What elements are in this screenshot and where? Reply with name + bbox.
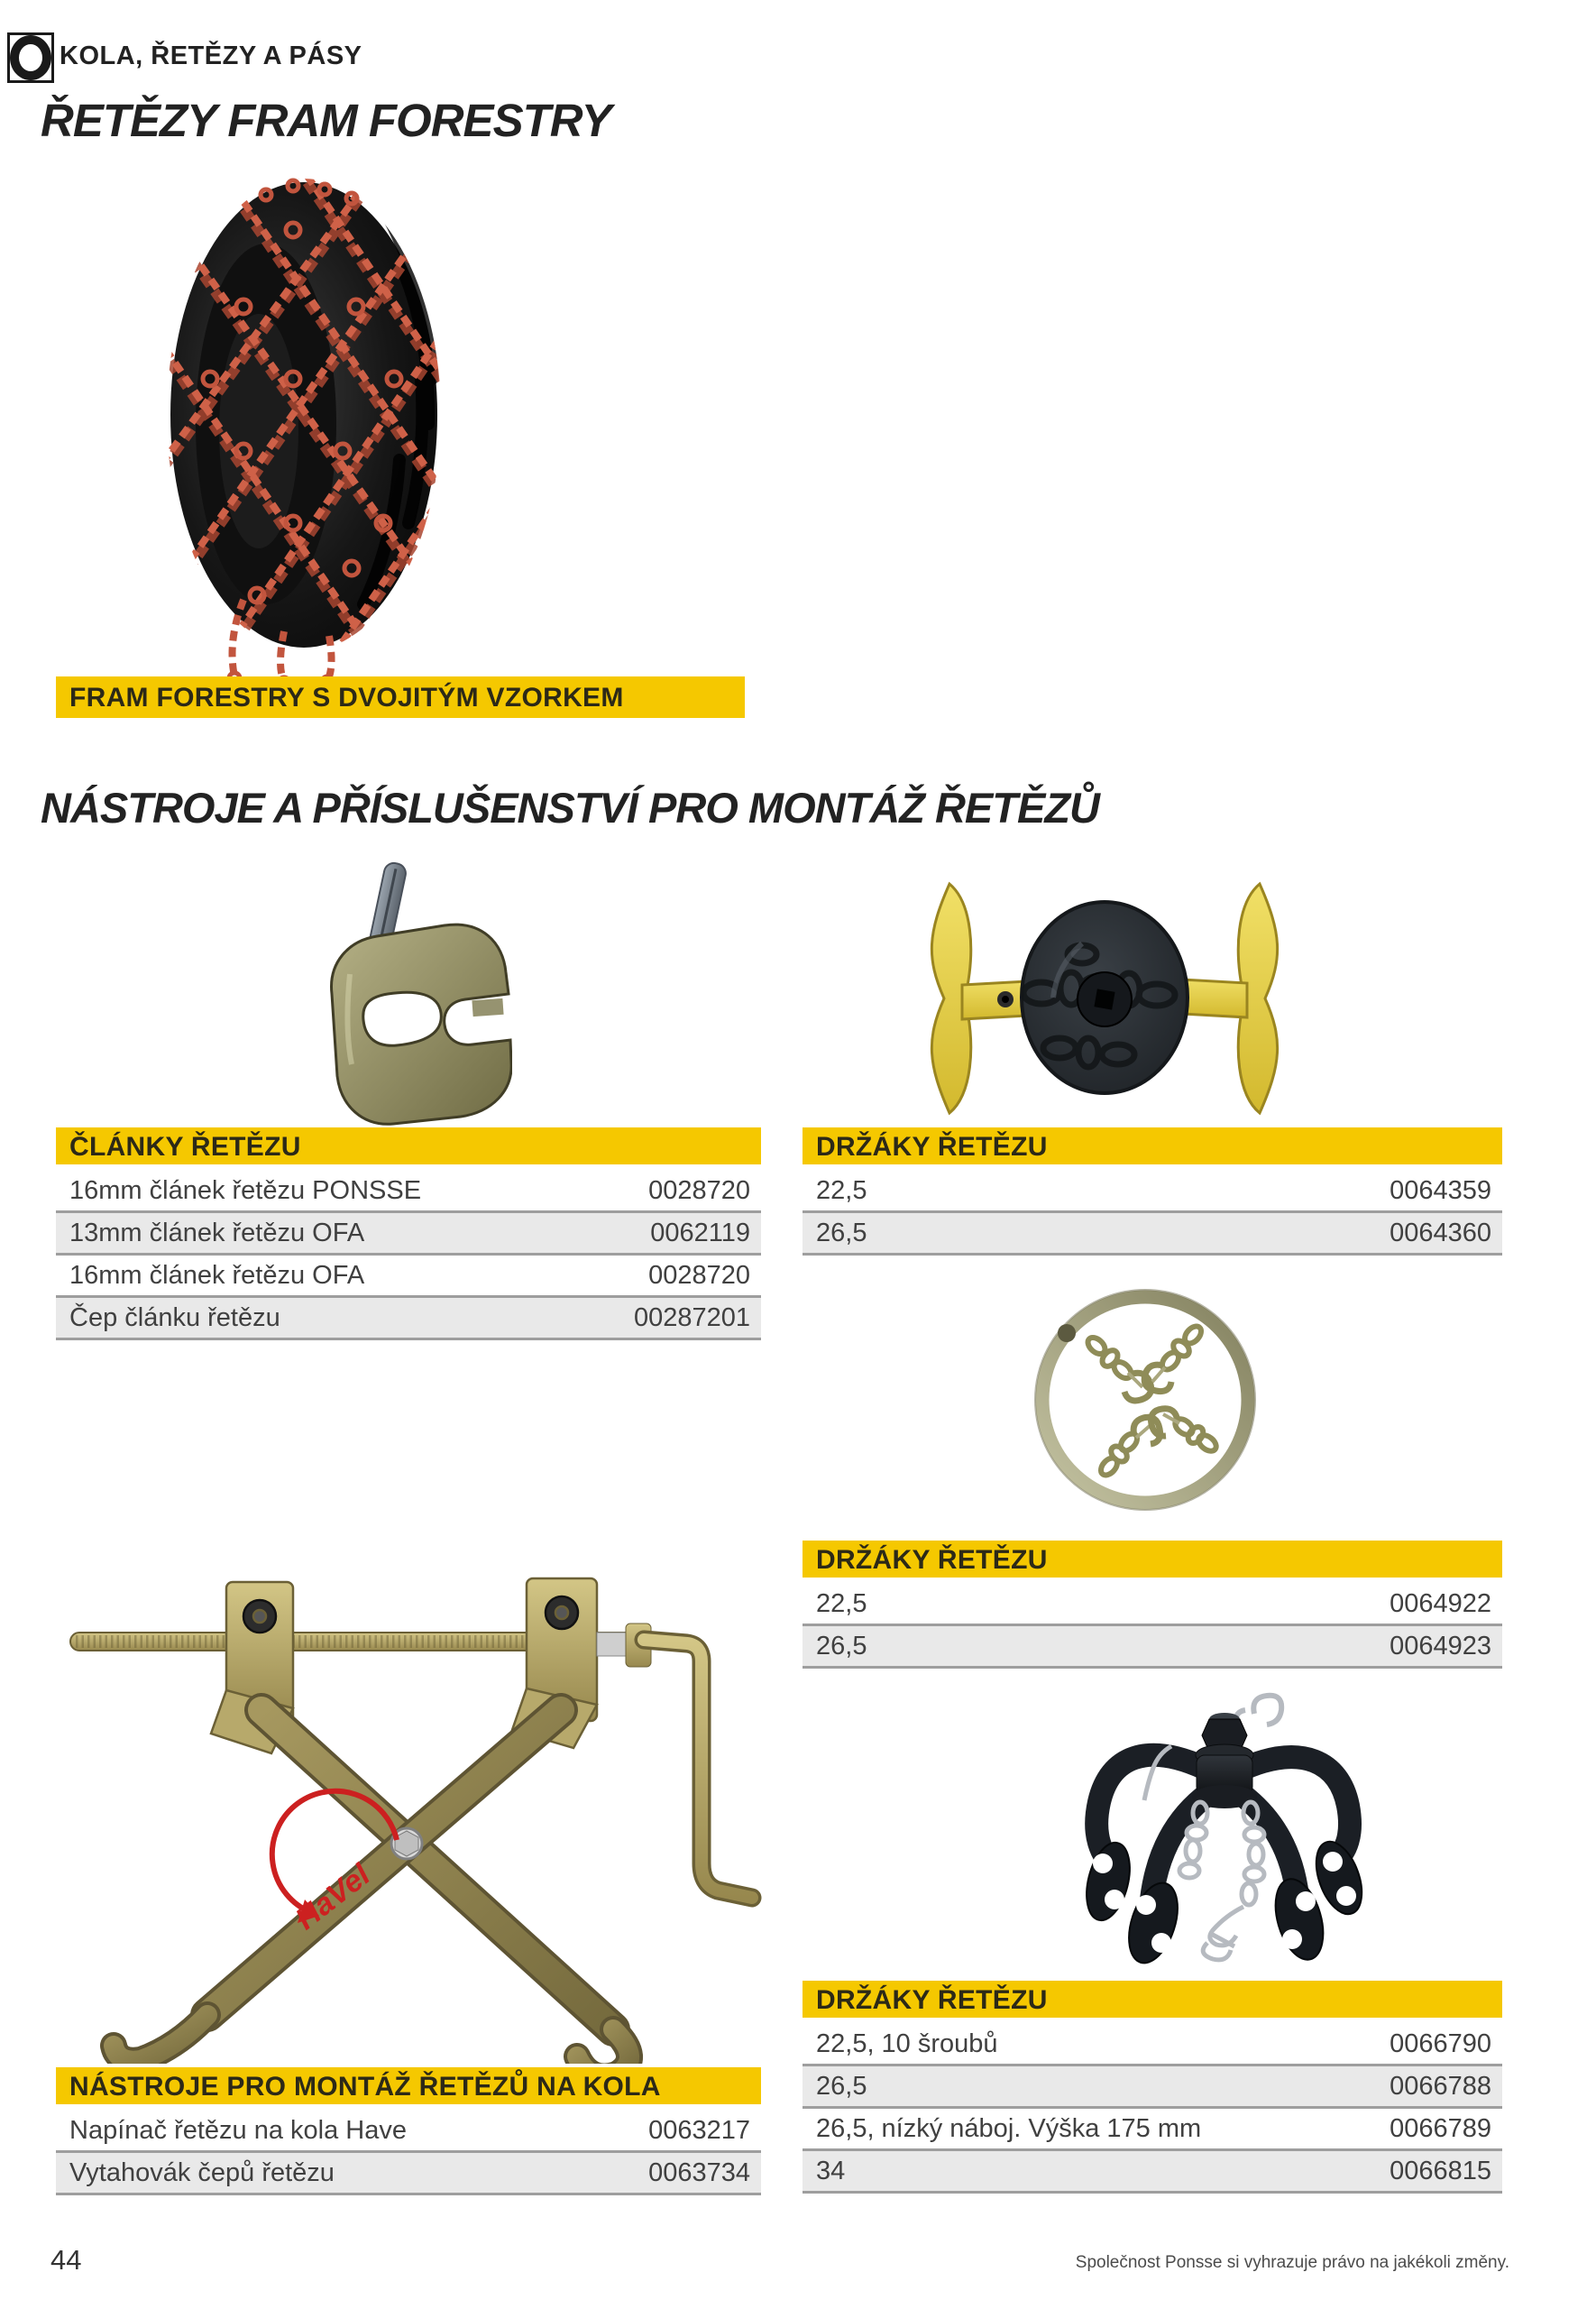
table-chain-holders-1 — [803, 1127, 1502, 1256]
chain-tensioner-photo — [34, 1577, 766, 2064]
row-label: 26,5 — [816, 2071, 867, 2101]
product-banner: FRAM FORESTRY S DVOJITÝM VZORKEM — [56, 676, 745, 718]
row-label: 22,5 — [816, 1588, 867, 1618]
row-code: 0062119 — [650, 1218, 750, 1247]
table-chain-holders-3 — [803, 1981, 1502, 2194]
table-row — [803, 2151, 1502, 2194]
row-label: 26,5, nízký náboj. Výška 175 mm — [816, 2113, 1202, 2143]
table-header: DRŽÁKY ŘETĚZU — [803, 1541, 1502, 1578]
table-chain-links — [56, 1127, 761, 1340]
row-code: 0064923 — [1390, 1631, 1491, 1660]
table-header: NÁSTROJE PRO MONTÁŽ ŘETĚZŮ NA KOLA — [56, 2067, 761, 2104]
table-row — [56, 1171, 761, 1213]
table-row — [56, 1298, 761, 1340]
row-code: 0064359 — [1390, 1175, 1491, 1205]
row-label: 16mm článek řetězu OFA — [69, 1260, 365, 1290]
row-code: 0066788 — [1390, 2071, 1491, 2101]
row-label: 16mm článek řetězu PONSSE — [69, 1175, 422, 1205]
table-header: ČLÁNKY ŘETĚZU — [56, 1127, 761, 1164]
table-row — [56, 1256, 761, 1298]
table-mounting-tools — [56, 2067, 761, 2195]
section-title: NÁSTROJE A PŘÍSLUŠENSTVÍ PRO MONTÁŽ ŘETĚZŮ — [41, 784, 1099, 832]
row-label: Napínač řetězu na kola Have — [69, 2115, 407, 2145]
table-row — [803, 1584, 1502, 1626]
row-label: Čep článku řetězu — [69, 1302, 280, 1332]
table-row — [803, 1213, 1502, 1256]
tensioner-brand-text: HaVel — [289, 1857, 377, 1937]
table-row — [56, 1213, 761, 1256]
row-label: 26,5 — [816, 1631, 867, 1660]
table-row — [803, 2109, 1502, 2151]
row-label: 22,5 — [816, 1175, 867, 1205]
category-label: KOLA, ŘETĚZY A PÁSY — [60, 41, 362, 70]
row-code: 0064922 — [1390, 1588, 1491, 1618]
table-header: DRŽÁKY ŘETĚZU — [803, 1127, 1502, 1164]
row-code: 0064360 — [1390, 1218, 1491, 1247]
table-row — [803, 2024, 1502, 2066]
row-code: 0066790 — [1390, 2028, 1491, 2058]
row-code: 0063217 — [648, 2115, 750, 2145]
footer-disclaimer: Společnost Ponsse si vyhrazuje právo na jakékoli změny. — [1075, 2253, 1509, 2272]
row-code: 0066815 — [1390, 2156, 1491, 2185]
row-code: 0066789 — [1390, 2113, 1491, 2143]
t-handle-tool-photo — [897, 871, 1312, 1126]
row-label: 22,5, 10 šroubů — [816, 2028, 998, 2058]
row-label: 34 — [816, 2156, 846, 2185]
row-code: 0028720 — [648, 1175, 750, 1205]
row-code: 00287201 — [633, 1302, 750, 1332]
ring-holder-photo — [1010, 1281, 1280, 1524]
table-header: DRŽÁKY ŘETĚZU — [803, 1981, 1502, 2018]
row-code: 0028720 — [648, 1260, 750, 1290]
category-tire-icon — [7, 32, 54, 83]
row-label: 13mm článek řetězu OFA — [69, 1218, 365, 1247]
tire-ring-glyph — [10, 35, 51, 80]
table-row — [56, 2153, 761, 2195]
table-row — [803, 2066, 1502, 2109]
table-row — [803, 1171, 1502, 1213]
page-title: ŘETĚZY FRAM FORESTRY — [41, 95, 611, 146]
table-row — [803, 1626, 1502, 1669]
chain-link-tool-photo — [287, 857, 512, 1127]
black-holder-photo — [995, 1692, 1382, 1981]
row-label: Vytahovák čepů řetězu — [69, 2157, 335, 2187]
table-chain-holders-2 — [803, 1541, 1502, 1669]
row-code: 0063734 — [648, 2157, 750, 2187]
row-label: 26,5 — [816, 1218, 867, 1247]
page-number: 44 — [50, 2244, 82, 2276]
tire-chain-photo — [158, 144, 446, 685]
table-row — [56, 2111, 761, 2153]
